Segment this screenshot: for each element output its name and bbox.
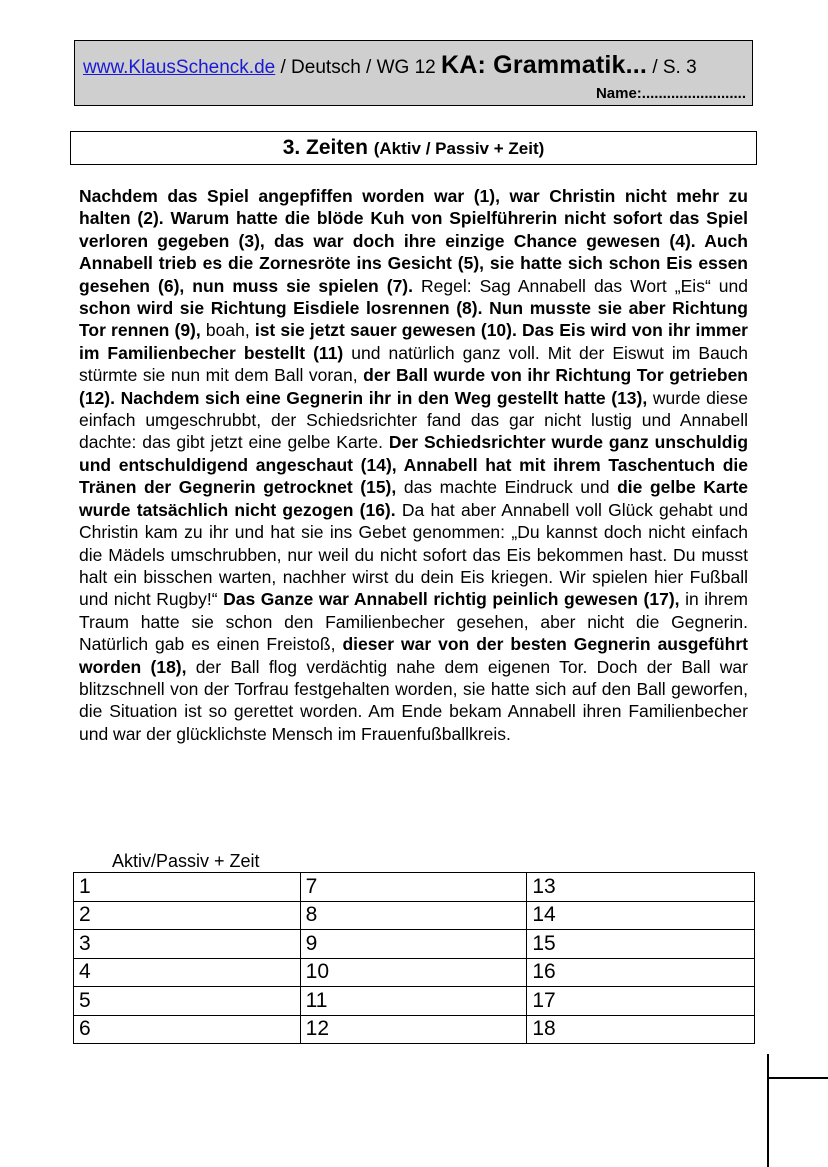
answer-cell: 15 [527,930,755,959]
highlighted-phrase: Nachdem das Spiel angepfiffen worden war (1), war Christin nicht mehr zu halten (2). Warum hatte die blöde Kuh von Spielführerin nicht sofort das Spiel verloren gegeben (3), das war doch ihre einzige Chance gewesen (4). Auch Annabell trieb es die Zornesröte ins Gesicht (5), sie hatte sich schon Eis essen gesehen (6), nun muss sie spielen (7). [79,186,748,296]
answer-cell: 12 [300,1015,527,1044]
answer-cell: 5 [74,987,301,1016]
answer-cell: 16 [527,958,755,987]
page-header [74,40,753,106]
highlighted-phrase: schon wird sie Richtung Eisdiele losrennen (8). Nun musste sie aber Richtung Tor rennen (9), [79,298,748,341]
header-line [83,52,697,81]
exam-title: KA: Grammatik... [441,51,648,79]
answer-cell: 10 [300,958,527,987]
text-segment: Da hat aber Annabell voll Glück gehabt und Christin kam zu ihr und hat sie ins Gebet genommen: „Du kannst doch nicht einfach die Mädels umschrubben, nur weil du nicht sofort das Eis bekommen hast. Du musst halt ein bisschen warten, nachher wirst du dein Eis kriegen. Wir spielen hier Fußball und nicht Rugby!“ [79,499,749,610]
section-title [70,131,757,165]
margin-line-vertical [767,1054,769,1167]
page-number: / S. 3 [647,57,697,78]
highlighted-phrase: ist sie jetzt sauer gewesen (10). Das Eis wird von ihr immer im Familienbecher bestellt (11) [79,320,748,363]
table-row [74,1015,755,1044]
exercise-text [79,185,748,745]
table-row [74,987,755,1016]
answer-cell: 11 [300,987,527,1016]
answer-cell: 4 [74,958,301,987]
text-segment: der Ball flog verdächtig nahe dem eigenen Tor. Doch der Ball war blitzschnell von der Torfrau festgehalten worden, sie hatte sich auf den Ball geworfen, die Situation ist so gerettet worden. Am Ende bekam Annabell ihren Familienbecher und war der glücklichste Mensch im Frauenfußballkreis. [79,656,748,744]
header-subject: / Deutsch / WG 12 [275,57,441,78]
answer-cell: 14 [527,901,755,930]
highlighted-phrase: Das Ganze war Annabell richtig peinlich gewesen (17), [223,589,680,610]
highlighted-phrase: die gelbe Karte wurde tatsächlich nicht gezogen (16). [79,477,749,520]
highlighted-phrase: Der Schiedsrichter wurde ganz unschuldig und entschuldigend angeschaut (14), Annabell hat mit ihrem Taschentuch die Tränen der Gegnerin getrocknet (15), [79,432,749,498]
section-title-sub: (Aktiv / Passiv + Zeit) [373,139,545,158]
section-title-main: 3. Zeiten [282,136,374,159]
table-row [74,901,755,930]
table-row [74,958,755,987]
answer-cell: 2 [74,901,301,930]
text-segment: das machte Eindruck und [396,477,618,498]
table-caption: Aktiv/Passiv + Zeit [112,851,260,871]
website-link[interactable]: www.KlausSchenck.de [83,57,276,78]
answer-cell: 18 [527,1015,755,1044]
answer-cell: 17 [527,987,755,1016]
answer-cell: 7 [300,873,527,902]
text-segment: in ihrem Traum hatte sie schon den Familienbecher gesehen, aber nicht die Gegnerin. Natürlich gab es einen Freistoß, [79,589,749,655]
table-row [74,930,755,959]
answer-cell: 3 [74,930,301,959]
answer-cell: 6 [74,1015,301,1044]
text-segment: boah, [200,320,255,341]
answer-cell: 9 [300,930,527,959]
answer-cell: 13 [527,873,755,902]
answer-table [73,872,755,1044]
highlighted-phrase: dieser war von der besten Gegnerin ausgeführt worden (18), [79,634,748,677]
text-segment: Regel: Sag Annabell das Wort „Eis“ und [413,275,748,296]
text-segment: wurde diese einfach umgeschrubbt, der Schiedsrichter fand das gar nicht lustig und Annabell dachte: das gibt jetzt eine gelbe Karte. [79,387,748,453]
name-field: Name:......................... [595,85,746,102]
highlighted-phrase: der Ball wurde von ihr Richtung Tor getrieben (12). Nachdem sich eine Gegnerin ihr in den Weg gestellt hatte (13), [79,365,748,408]
text-segment: und natürlich ganz voll. Mit der Eiswut im Bauch stürmte sie nun mit dem Ball voran, [79,342,749,386]
table-row [74,873,755,902]
margin-line-horizontal [768,1077,828,1079]
answer-cell: 8 [300,901,527,930]
answer-cell: 1 [74,873,301,902]
